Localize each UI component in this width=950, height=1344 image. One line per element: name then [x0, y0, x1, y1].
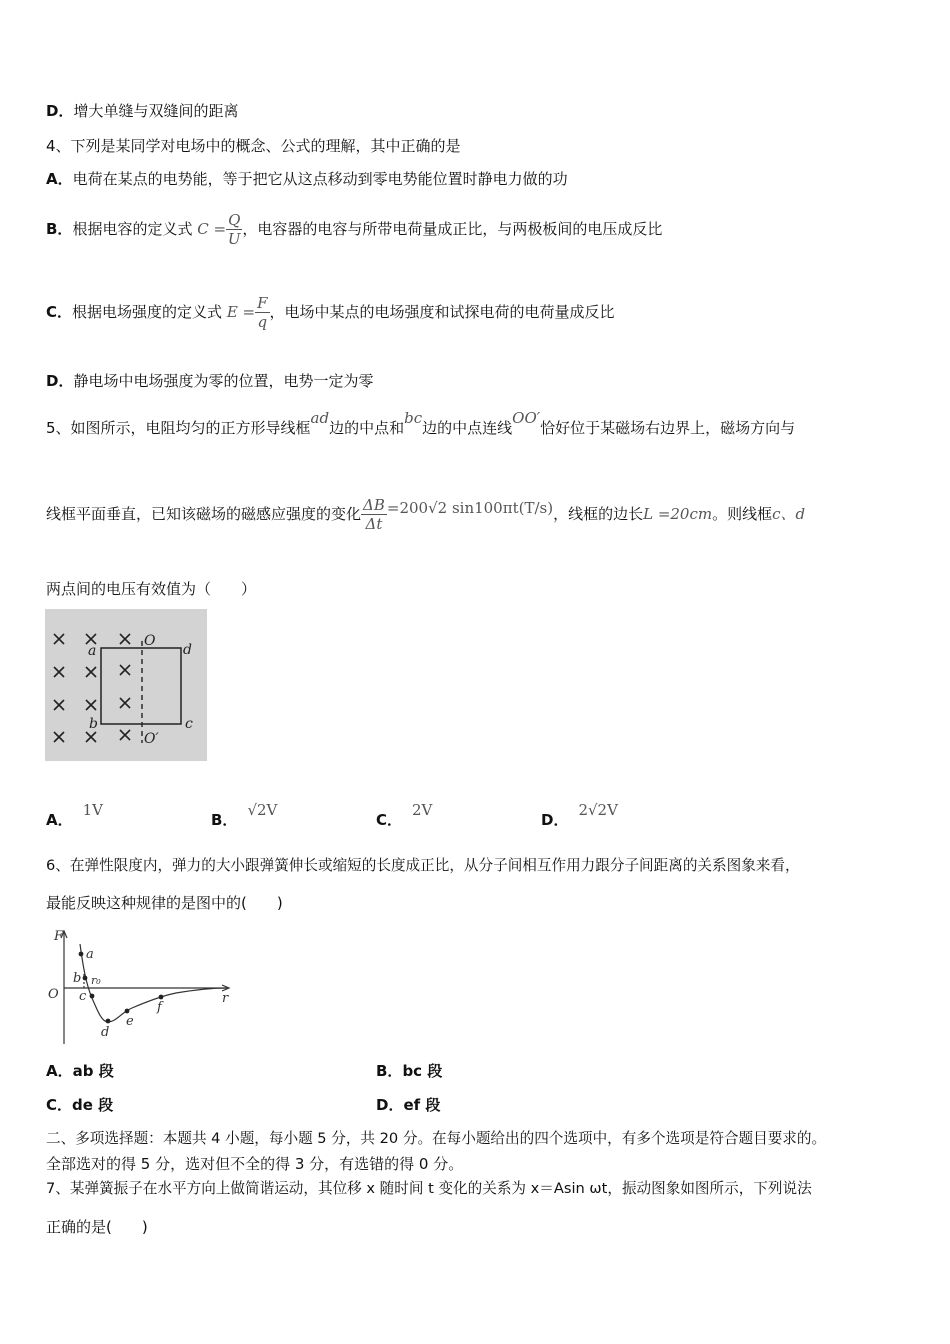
label-d: d — [101, 1025, 110, 1040]
math-length: L =20cm — [643, 505, 713, 523]
fraction — [255, 294, 269, 331]
numerator: F — [257, 294, 268, 312]
option-text: 增大单缝与双缝间的距离 — [73, 102, 239, 120]
section-2-line-2: 全部选对的得 5 分，选对但不全的得 3 分，有选错的得 0 分。 — [46, 1155, 464, 1173]
label-o-prime: O′ — [144, 731, 159, 747]
text: 。则线框 — [712, 505, 773, 523]
text: 边的中点和 — [329, 419, 405, 437]
point-c — [90, 994, 95, 999]
option-text: 静电场中电场强度为零的位置，电势一定为零 — [73, 372, 374, 390]
q6-option-b — [376, 1061, 442, 1081]
q5-option-a — [46, 801, 103, 830]
option-key: C． — [46, 1096, 73, 1114]
point-d — [106, 1019, 111, 1024]
section-2-line-1: 二、多项选择题：本题共 4 小题，每小题 5 分，共 20 分。在每小题给出的四个选项中，有多个选项是符合题目要求的。 — [46, 1130, 827, 1147]
label-c: c — [185, 716, 193, 732]
q3-option-d — [46, 101, 238, 121]
option-key: D． — [541, 811, 569, 829]
option-key: C． — [376, 811, 403, 829]
q5-line-2 — [46, 494, 805, 534]
label-o: O — [144, 633, 156, 649]
denominator: Δt — [365, 515, 383, 533]
label-origin: O — [48, 987, 59, 1002]
option-value: √2V — [247, 801, 278, 819]
option-key: D． — [46, 372, 74, 390]
label-b: b — [73, 971, 82, 986]
q6-option-a — [46, 1061, 114, 1081]
option-key: B． — [211, 811, 238, 829]
label-r0: r₀ — [91, 974, 101, 987]
q5-line-3: 两点间的电压有效值为（ ） — [46, 580, 257, 598]
option-key: C． — [46, 303, 73, 321]
label-f: f — [157, 1000, 162, 1015]
formula-lhs: E = — [226, 303, 256, 321]
point-b — [83, 976, 88, 981]
text: 线框平面垂直，已知该磁场的磁感应强度的变化 — [46, 505, 362, 523]
q5-option-b — [211, 801, 278, 830]
q4-option-b — [46, 209, 662, 249]
formula-lhs: C = — [197, 220, 227, 238]
q5-figure — [45, 609, 207, 761]
q5-line-1 — [46, 409, 796, 438]
label-e: e — [126, 1014, 134, 1029]
figure-background — [45, 609, 207, 761]
label-d: d — [183, 642, 192, 658]
option-value: 1V — [82, 801, 103, 819]
option-key: A． — [46, 170, 73, 188]
option-key: D． — [46, 102, 74, 120]
fraction — [361, 496, 387, 533]
math-bc: bc — [404, 409, 423, 427]
option-value: ab 段 — [72, 1062, 114, 1080]
q7-line-1: 7、某弹簧振子在水平方向上做简谐运动，其位移 x 随时间 t 变化的关系为 x＝Asin ωt，振动图象如图所示，下列说法 — [46, 1180, 812, 1197]
text: 5、如图所示，电阻均匀的正方形导线框 — [46, 419, 311, 437]
label-c: c — [79, 989, 87, 1004]
point-e — [125, 1009, 130, 1014]
label-r-axis: r — [222, 991, 229, 1006]
option-key: A． — [46, 1062, 73, 1080]
q4-stem: 4、下列是某同学对电场中的概念、公式的理解，其中正确的是 — [46, 137, 461, 155]
numerator: ΔB — [363, 496, 385, 514]
numerator: Q — [228, 211, 241, 229]
option-text: 根据电容的定义式 — [72, 220, 193, 238]
q6-option-c — [46, 1095, 113, 1115]
point-a — [79, 952, 84, 957]
q4-option-c — [46, 292, 615, 332]
option-value: 2√2V — [578, 801, 618, 819]
q4-option-a — [46, 169, 568, 189]
option-text: ，电场中某点的电场强度和试探电荷的电荷量成反比 — [269, 303, 615, 321]
q6-force-graph — [46, 926, 236, 1048]
text: 边的中点连线 — [422, 419, 513, 437]
point-f — [159, 995, 164, 1000]
option-key: D． — [376, 1096, 404, 1114]
option-value: 2V — [412, 801, 433, 819]
q4-option-d — [46, 371, 373, 391]
math-ad: ad — [310, 409, 330, 427]
math-cd: c、d — [772, 505, 806, 523]
option-text: ，电容器的电容与所带电荷量成正比，与两极板间的电压成反比 — [242, 220, 663, 238]
q7-line-2: 正确的是( ) — [46, 1218, 148, 1236]
text: ，线框的边长 — [553, 505, 644, 523]
denominator: q — [257, 313, 268, 331]
denominator: U — [227, 230, 241, 248]
math-oo: OO′ — [512, 409, 541, 427]
label-f-axis: F — [54, 929, 64, 944]
q6-option-d — [376, 1095, 440, 1115]
option-key: B． — [376, 1062, 403, 1080]
option-value: ef 段 — [403, 1096, 441, 1114]
option-key: A． — [46, 811, 73, 829]
formula-rhs: =200√2 sin100πt(T/s) — [386, 499, 554, 517]
q6-line-1: 6、在弹性限度内，弹力的大小跟弹簧伸长或缩短的长度成正比，从分子间相互作用力跟分子间距离的关系图象来看， — [46, 857, 800, 874]
option-text: 根据电场强度的定义式 — [72, 303, 223, 321]
option-text: 电荷在某点的电势能，等于把它从这点移动到零电势能位置时静电力做的功 — [72, 170, 568, 188]
text: 恰好位于某磁场右边界上，磁场方向与 — [540, 419, 796, 437]
option-value: bc 段 — [402, 1062, 443, 1080]
label-a: a — [86, 947, 94, 962]
fraction — [226, 211, 242, 248]
option-value: de 段 — [72, 1096, 114, 1114]
q5-option-c — [376, 801, 433, 830]
q6-line-2: 最能反映这种规律的是图中的( ) — [46, 894, 283, 912]
option-key: B． — [46, 220, 73, 238]
label-a: a — [88, 643, 97, 659]
force-curve — [80, 944, 226, 1022]
q5-option-d — [541, 801, 618, 830]
label-b: b — [89, 716, 98, 732]
